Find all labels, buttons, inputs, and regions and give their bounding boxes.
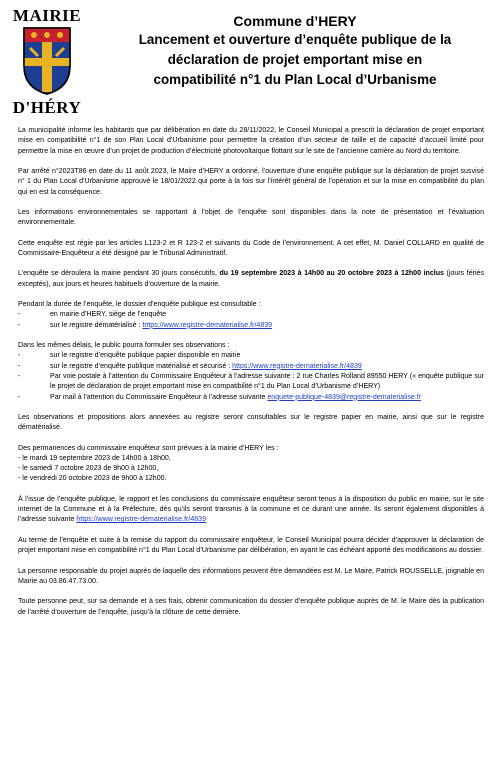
paragraph-environment: Les informations environnementales se rapportant à l’objet de l’enquête sont disponibles dans la note de présentation et l’évaluation environnementale. — [18, 208, 484, 227]
paragraph-deliberation: La municipalité informe les habitants que par délibération en date du 28/11/2022, le Conseil Municipal a prescrit la déclaration de projet emportant mise en compatibilité n°1 de son Plan Local d’Urbanisme pour permettre la création d’un secteur de taille et de capacité d’accueil limité pour permettre la mise en œuvre d’un projet de production d’électricité photovoltaïque flottant sur le site de l’ancienne carrière au Nord du territoire. — [18, 127, 484, 155]
paragraph-report — [18, 495, 484, 526]
list-text: sur le registre d’enquête publique papier disponible en mairie — [50, 352, 241, 360]
list-item — [18, 372, 484, 393]
dates-outro: (jours fériés exceptés), aux jours et heures habituels d’ouverture de la mairie. — [18, 270, 484, 288]
mairie-logo — [6, 4, 88, 118]
list-item — [18, 351, 484, 361]
paragraph-communication: Toute personne peut, sur sa demande et à ses frais, obtenir communication du dossier d’enquête publique auprès de M. le Maire dès la publication de l’arrêté d’ouverture de l’enquête, jusqu’à la clôture de cette dernière. — [18, 598, 484, 616]
list-dash: - — [18, 393, 21, 401]
list-dash: - — [18, 362, 21, 370]
observations-intro: Dans les mêmes délais, le public pourra formuler ses observations : — [18, 342, 230, 350]
list-dash: - — [18, 352, 21, 360]
list-text: sur le registre d’enquête publique matérialisé et sécurisé : — [50, 362, 233, 370]
list-text: sur le registre dématérialisé : — [50, 321, 143, 329]
paragraph-approval: Au terme de l’enquête et suite à la remise du rapport du commissaire enquêteur, le Conseil Municipal pourra décider d’approuver la déclaration de projet emportant mise en compatibilité n°1 du Plan Local d’Urbanisme par délibération, en ayant le cas échéant apporté des modifications au dossier. — [18, 536, 484, 555]
logo-bottom-text: D'HÉRY — [12, 98, 82, 117]
registry-link[interactable]: https://www.registre-dematerialise.fr/4839 — [142, 321, 273, 329]
paragraph-consultable: Les observations et propositions alors annexées au registre seront consultables sur le registre papier en mairie, ainsi que sur le registre dématérialisé. — [18, 413, 484, 432]
title-line-2: déclaration de projet emportant mise en — [167, 52, 423, 67]
permanence-date: - le vendredi 20 octobre 2023 de 9h00 à 12h00. — [18, 475, 167, 483]
commune-name: Commune d’HERY — [233, 13, 357, 29]
logo-top-text: MAIRIE — [12, 6, 82, 25]
consultation-intro: Pendant la durée de l’enquête, le dossier d’enquête publique est consultable : — [18, 301, 261, 309]
title-line-3: compatibilité n°1 du Plan Local d’Urbanisme — [153, 72, 437, 87]
list-dash: - — [18, 372, 21, 380]
list-text: Par voie postale à l’attention du Commissaire Enquêteur à l’adresse suivante : 2 rue Charles Rolland 89550 HERY (« enquête publique sur le projet de déclaration de projet emportant mise en compatibilité n°1 du Plan Local d’Urbanisme d’HERY) — [50, 372, 484, 391]
report-text: À l’issue de l’enquête publique, le rapport et les conclusions du commissaire enquêteur seront tenus à la disposition du public en mairie, sur le site internet de la Commune et à la Préfecture, dès qu’ils seront transmis à la commune et ce durant une année. Ils seront également disponibles à l’adresse suivante — [18, 495, 484, 524]
dates-period: du 19 septembre 2023 à 14h00 au 20 octobre 2023 à 12h00 inclus — [219, 270, 444, 278]
paragraph-observations — [18, 341, 484, 403]
list-text: Par mail à l’attention du Commissaire Enquêteur à l’adresse suivante — [50, 393, 268, 401]
list-dash: - — [18, 321, 21, 329]
title-line-1: Lancement et ouverture d’enquête publique de la — [138, 32, 452, 47]
permanence-date: - le samedi 7 octobre 2023 de 9h00 à 12h00, — [18, 465, 159, 473]
paragraph-arrete: Par arrêté n°2023T86 en date du 11 août 2023, le Maire d’HERY a ordonné, l’ouverture d’une enquête publique sur la déclaration de projet susvisé n° 1 du Plan Local d’Urbanisme approuvé le 18/01/2022 qui porte à la fois sur l’intérêt général de l’opération et sur la mise en compatibilité du plan qui en est la conséquence. — [18, 167, 484, 196]
list-item — [18, 310, 484, 320]
coat-of-arms-icon — [22, 26, 72, 96]
list-item — [18, 321, 484, 331]
notice-body — [18, 126, 484, 628]
dates-intro: L’enquête se déroulera la mairie pendant 30 jours consécutifs, — [18, 270, 220, 278]
permanence-date: - le mardi 19 septembre 2023 de 14h00 à 18h00, — [18, 454, 171, 462]
paragraph-contact: La personne responsable du projet auprès de laquelle des informations peuvent être demandées est M. Le Maire, Patrick ROUSSELLE, joignable en Mairie au 03.86.47.73.00. — [18, 567, 484, 585]
paragraph-permanences — [18, 444, 484, 485]
list-item — [18, 362, 484, 372]
registry-link[interactable]: https://www.registre-dematerialise.fr/4839 — [232, 362, 362, 370]
document-header — [92, 12, 498, 90]
email-link[interactable]: enquete-publique-4839@registre-dematerialise.fr — [267, 393, 422, 401]
list-dash: - — [18, 311, 21, 319]
paragraph-consultation — [18, 300, 484, 331]
list-item — [18, 393, 484, 403]
paragraph-commissioner: Cette enquête est régie par les articles L123-2 et R 123-2 et suivants du Code de l’environnement. A cet effet, M. Daniel COLLARD en qualité de Commissaire-Enquêteur a été désigné par le Tribunal Administratif. — [18, 239, 484, 257]
registry-link[interactable]: https://www.registre-dematerialise.fr/4839 — [76, 516, 207, 524]
permanences-intro: Des permanences du commissaire enquêteur sont prévues à la mairie d’HERY les : — [18, 444, 279, 452]
list-text: en mairie d’HERY, siège de l’enquête — [50, 311, 167, 319]
paragraph-dates — [18, 269, 484, 290]
